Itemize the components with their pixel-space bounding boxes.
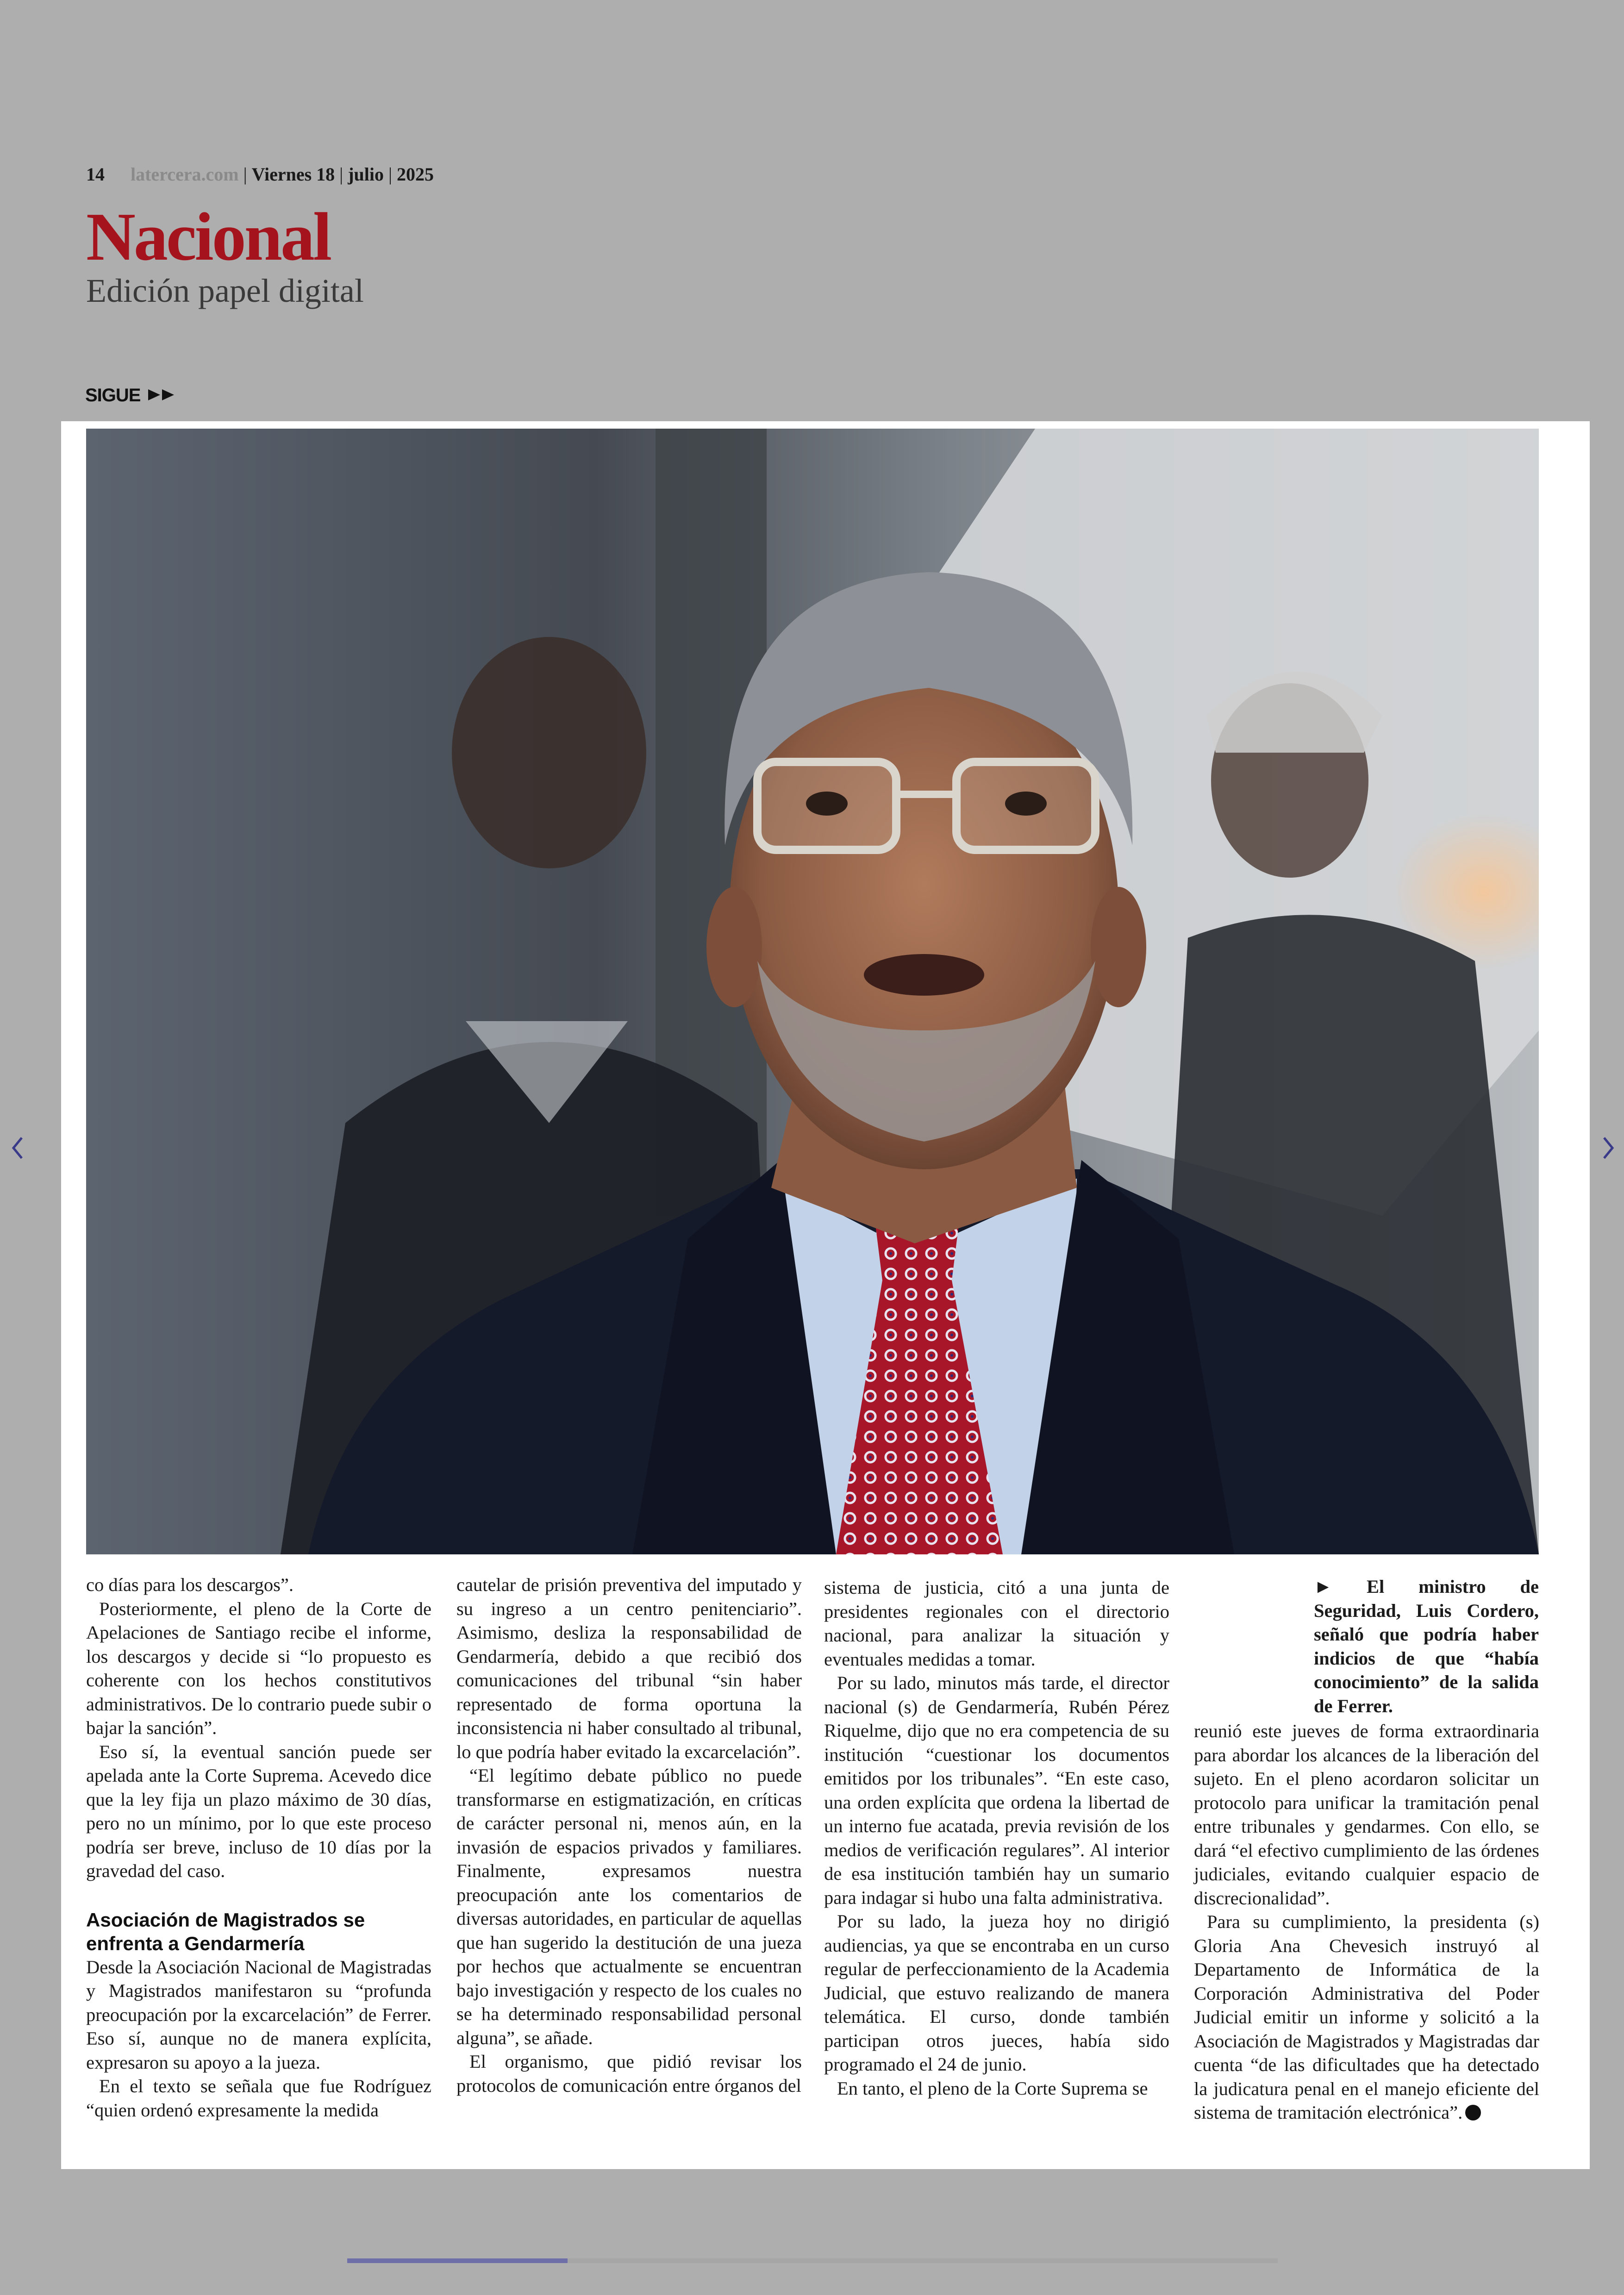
sigue-text: SIGUE xyxy=(85,385,141,405)
article-column-3 xyxy=(824,1576,1169,2100)
end-of-article-icon xyxy=(1465,2105,1481,2120)
photo-minister-portrait xyxy=(86,429,1539,1554)
article-subhead: Asociación de Magistrados se enfrenta a Gendarmería xyxy=(86,1908,365,1954)
double-play-arrow-icon xyxy=(147,387,177,402)
paragraph: En el texto se señala que fue Rodríguez “quien ordenó expresamente la medida xyxy=(86,2076,431,2120)
paragraph: En tanto, el pleno de la Corte Suprema se xyxy=(837,2077,1148,2099)
date-year: 2025 xyxy=(397,163,434,185)
page-header-line xyxy=(86,160,434,188)
section-subtitle: Edición papel digital xyxy=(86,272,364,309)
article-column-4 xyxy=(1194,1719,1539,2125)
article-column-1 xyxy=(86,1573,431,2122)
reading-progress-fill xyxy=(347,2258,568,2263)
previous-page-button[interactable] xyxy=(4,1129,31,1166)
paragraph: Por su lado, la jueza hoy no dirigió audiencias, ya que se encontraba en un curso regular de perfeccionamiento de la Academia Judicial, que estuvo realizando de manera telemática. El curso, donde también participan otros jueces, había sido programado el 24 de junio. xyxy=(824,1911,1169,2075)
paragraph: Desde la Asociación Nacional de Magistradas y Magistrados manifestaron su “profunda preocupación por la excarcelación” de Ferrer. Eso sí, aunque no de manera explícita, expresaron su apoyo a la jueza. xyxy=(86,1956,431,2073)
chevron-left-icon xyxy=(11,1136,25,1160)
page-number: 14 xyxy=(86,163,105,185)
paragraph: El organismo, que pidió revisar los protocolos de comunicación entre órganos del xyxy=(456,2051,802,2096)
separator: | xyxy=(339,163,344,185)
paragraph: cautelar de prisión preventiva del imputado y su ingreso a un centro penitenciario”. Asimismo, desliza la responsabilidad de Gendarmería, debido a que recibió dos comunicaciones del tribunal “sin haber representado de forma oportuna la inconsistencia ni haber consultado al tribunal, lo que podría haber evitado la excarcelación”. xyxy=(456,1574,802,1762)
date-weekday-day: Viernes 18 xyxy=(251,163,335,185)
next-page-button[interactable] xyxy=(1594,1129,1622,1166)
article-photo xyxy=(86,429,1539,1554)
paragraph xyxy=(1194,1910,1539,2125)
paragraph: “El legítimo debate público no puede transformarse en estigmatización, en críticas de carácter personal ni, menos aún, en la invasión de espacios privados y familiares. Finalmente, expresamos nuestra preocupación ante los comentarios de diversas autoridades, en particular de aquellas que han sugerido la destitución de una jueza por hechos que actualmente se encuentran bajo investigación y respecto de los cuales no se ha determinado responsabilidad personal alguna”, se añade. xyxy=(456,1765,802,2048)
chevron-right-icon xyxy=(1601,1136,1615,1160)
reading-progress-bar[interactable] xyxy=(347,2258,1278,2263)
section-title: Nacional xyxy=(86,199,331,275)
separator: | xyxy=(388,163,392,185)
paragraph: co días para los descargos”. xyxy=(86,1574,294,1595)
paragraph: sistema de justicia, citó a una junta de presidentes regionales con el directorio nacional, para analizar la situación y eventuales medidas a tomar. xyxy=(824,1577,1169,1670)
separator: | xyxy=(243,163,247,185)
site-name: latercera.com xyxy=(131,163,239,185)
date-month: julio xyxy=(348,163,384,185)
paragraph: reunió este jueves de forma extraordinaria para abordar los alcances de la liberación del sujeto. En el pleno acordaron solicitar un protocolo para unificar la tramitación penal entre tribunales y gendarmes. Con ello, se dará “el efectivo cumplimiento de las órdenes judiciales, evitando cualquier espacio de discrecionalidad”. xyxy=(1194,1721,1539,1908)
paragraph: Eso sí, la eventual sanción puede ser apelada ante la Corte Suprema. Acevedo dice que la ley fija un plazo máximo de 30 días, pero no un mínimo, por lo que este proceso podría ser breve, incluso de 10 días por la gravedad del caso. xyxy=(86,1741,431,1881)
paragraph: Posteriormente, el pleno de la Corte de Apelaciones de Santiago recibe el informe, los descargos y decide si “lo propuesto es coherente con los hechos constitutivos administrativos. De lo contrario puede subir o bajar la sanción”. xyxy=(86,1598,431,1738)
article-column-2 xyxy=(456,1573,802,2097)
paragraph: Por su lado, minutos más tarde, el director nacional (s) de Gendarmería, Rubén Pérez Riquelme, dijo que no era competencia de su institución “cuestionar los documentos emitidos por los tribunales”. “En este caso, una orden explícita que ordena la libertad de un interno fue acatada, previa revisión de los medios de verificación regulares”. Al interior de esa institución también hay un sumario para indagar si hubo una falta administrativa. xyxy=(824,1672,1169,1908)
photo-caption: ► El ministro de Seguridad, Luis Cordero, señaló que podría haber indicios de que “había conocimiento” de la salida de Ferrer. xyxy=(1314,1576,1539,1716)
sigue-label xyxy=(85,385,177,406)
paragraph-text: Para su cumplimiento, la presidenta (s) Gloria Ana Chevesich instruyó al Departamento de Informática de la Corporación Administrativa del Poder Judicial emitir un informe y solicitó a la Asociación de Magistrados y Magistradas dar cuenta “de las dificultades que ha detectado la judicatura penal en el manejo eficiente del sistema de tramitación electrónica”. xyxy=(1194,1911,1539,2123)
